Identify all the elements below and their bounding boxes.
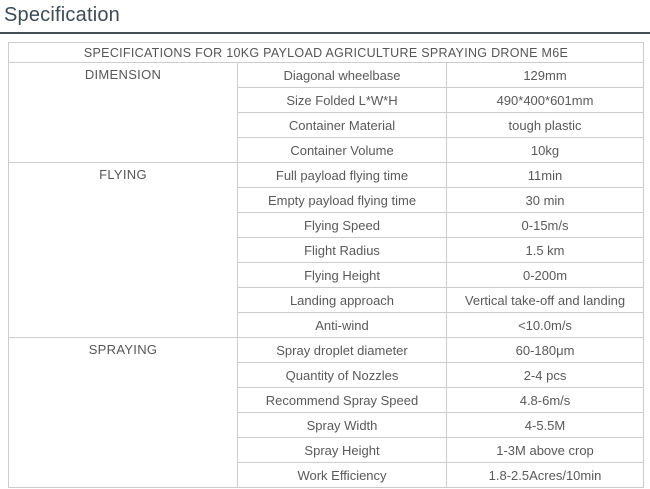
spec-label-cell: Landing approach [238,288,447,313]
spec-label-cell: Flying Speed [238,213,447,238]
spec-value-cell: 490*400*601mm [447,88,644,113]
spec-label-cell: Size Folded L*W*H [238,88,447,113]
spec-label-cell: Diagonal wheelbase [238,63,447,88]
spec-value-cell: tough plastic [447,113,644,138]
spec-label-cell: Container Material [238,113,447,138]
page-title: Specification [4,4,120,26]
spec-label-cell: Spray droplet diameter [238,338,447,363]
spec-label-cell: Full payload flying time [238,163,447,188]
table-header: SPECIFICATIONS FOR 10KG PAYLOAD AGRICULTURE SPRAYING DRONE M6E [9,43,644,63]
spec-value-cell: 129mm [447,63,644,88]
spec-value-cell: 60-180μm [447,338,644,363]
specification-table [8,42,644,488]
spec-label-cell: Container Volume [238,138,447,163]
spec-value-cell: 1.5 km [447,238,644,263]
spec-value-cell: Vertical take-off and landing [447,288,644,313]
spec-label-cell: Spray Width [238,413,447,438]
spec-label-cell: Anti-wind [238,313,447,338]
spec-value-cell: 0-15m/s [447,213,644,238]
spec-label-cell: Flying Height [238,263,447,288]
spec-label-cell: Spray Height [238,438,447,463]
table-header-row [9,43,644,63]
spec-value-cell: 2-4 pcs [447,363,644,388]
spec-value-cell: <10.0m/s [447,313,644,338]
section-cell-flying: FLYING [9,163,238,338]
title-divider [0,32,650,34]
table-row [9,338,644,363]
spec-value-cell: 4.8-6m/s [447,388,644,413]
spec-value-cell: 10kg [447,138,644,163]
table-row [9,63,644,88]
spec-label-cell: Flight Radius [238,238,447,263]
spec-label-cell: Quantity of Nozzles [238,363,447,388]
spec-label-cell: Empty payload flying time [238,188,447,213]
spec-value-cell: 0-200m [447,263,644,288]
spec-value-cell: 1-3M above crop [447,438,644,463]
spec-label-cell: Work Efficiency [238,463,447,488]
section-cell-dimension: DIMENSION [9,63,238,163]
table-row [9,163,644,188]
spec-value-cell: 30 min [447,188,644,213]
spec-value-cell: 1.8-2.5Acres/10min [447,463,644,488]
spec-label-cell: Recommend Spray Speed [238,388,447,413]
section-cell-spraying: SPRAYING [9,338,238,488]
spec-value-cell: 4-5.5M [447,413,644,438]
spec-value-cell: 11min [447,163,644,188]
